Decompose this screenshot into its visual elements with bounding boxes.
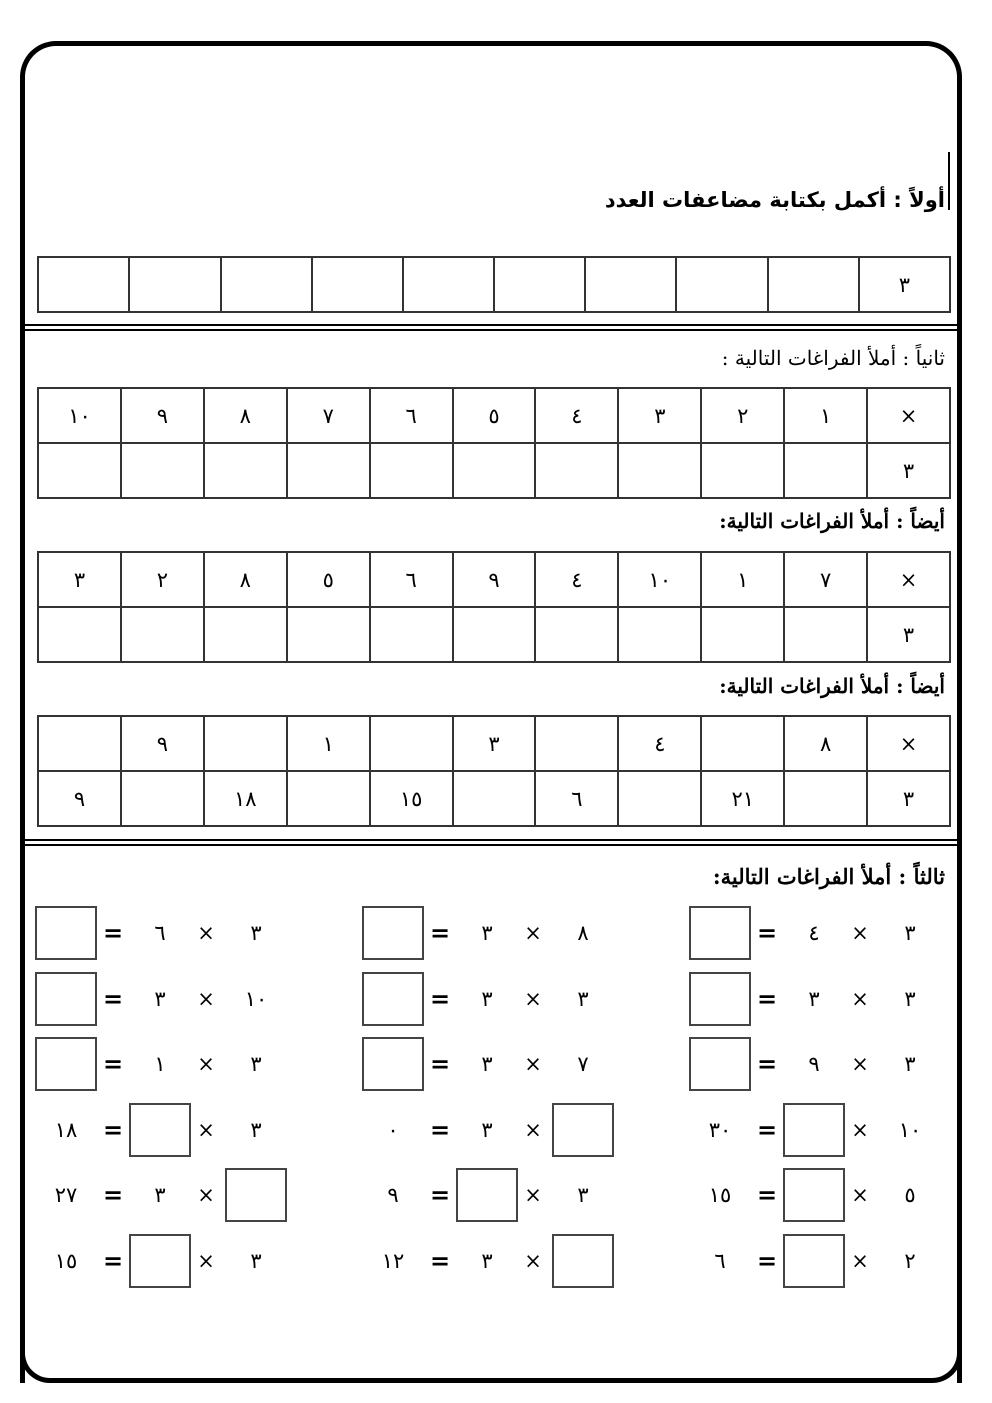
equation-number: ٠ [387, 1117, 399, 1142]
header-cell: ٢ [121, 552, 204, 607]
row-label: ٣ [867, 771, 950, 826]
equals-sign: = [429, 1245, 451, 1275]
answer-box[interactable] [783, 1234, 845, 1288]
times-sign: × [851, 1117, 869, 1142]
equation-number: ١٨ [54, 1117, 78, 1142]
equation-number: ٢ [904, 1248, 916, 1273]
answer-box[interactable] [689, 906, 751, 960]
page-frame-bottom [20, 1340, 962, 1383]
header-cell: ٧ [784, 552, 867, 607]
equals-sign: = [429, 1180, 451, 1209]
answer-cell[interactable] [618, 607, 701, 662]
equation-row [672, 1103, 932, 1157]
equals-sign: = [102, 918, 124, 947]
equation-number: ١ [154, 1052, 166, 1076]
answer-cell[interactable] [121, 607, 204, 662]
answer-cell[interactable] [535, 443, 618, 498]
multiples-cell[interactable] [221, 257, 312, 312]
answer-box[interactable] [689, 972, 751, 1026]
answer-box[interactable] [35, 1037, 97, 1091]
equation-row [672, 906, 932, 960]
header-cell: ٨ [204, 388, 287, 443]
answer-box[interactable] [783, 1168, 845, 1222]
times-sign: × [197, 1183, 215, 1207]
equation-number: ٧ [577, 1052, 589, 1076]
header-cell[interactable] [38, 716, 121, 771]
equals-sign: = [756, 983, 778, 1013]
answer-box[interactable] [362, 1037, 424, 1091]
times-sign: × [524, 1117, 542, 1142]
times-sign: × [197, 921, 215, 945]
header-cell[interactable] [370, 716, 453, 771]
header-cell: × [867, 716, 950, 771]
header-cell[interactable] [701, 716, 784, 771]
answer-row [38, 443, 950, 498]
header-cell: ٣ [38, 552, 121, 607]
answer-box[interactable] [362, 906, 424, 960]
answer-cell[interactable] [38, 607, 121, 662]
answer-cell[interactable] [287, 771, 370, 826]
answer-cell[interactable] [701, 607, 784, 662]
multiples-cell[interactable] [494, 257, 585, 312]
equation-row [345, 1234, 605, 1288]
times-sign: × [197, 986, 215, 1011]
header-cell: ١٠ [618, 552, 701, 607]
answer-cell[interactable] [701, 443, 784, 498]
header-cell: ٧ [287, 388, 370, 443]
section2-title: ثانياً : أملأ الفراغات التالية : [721, 346, 945, 370]
header-row [38, 716, 950, 771]
equation-number: ٨ [577, 921, 589, 945]
equals-sign: = [429, 918, 451, 947]
answer-cell[interactable] [618, 771, 701, 826]
equals-sign: = [429, 983, 451, 1013]
answer-box[interactable] [129, 1234, 191, 1288]
header-cell: ٢ [701, 388, 784, 443]
equals-sign: = [102, 1114, 124, 1144]
equation-number: ١٠ [898, 1117, 922, 1142]
answer-cell[interactable] [784, 443, 867, 498]
answer-cell: ١٥ [370, 771, 453, 826]
equation-row [672, 1234, 932, 1288]
header-cell: ٩ [121, 716, 204, 771]
times-sign: × [851, 921, 869, 945]
header-cell: ١٠ [38, 388, 121, 443]
header-cell: ٦ [370, 388, 453, 443]
times-table-shuffled [37, 551, 951, 663]
equation-row [18, 1037, 278, 1091]
equation-row [18, 1103, 278, 1157]
equation-number: ٣ [904, 1052, 916, 1076]
multiples-cell: ٣ [859, 257, 950, 312]
header-cell: ٥ [287, 552, 370, 607]
answer-cell[interactable] [535, 607, 618, 662]
header-cell[interactable] [535, 716, 618, 771]
header-cell: ٩ [453, 552, 536, 607]
equation-number: ١٥ [708, 1183, 732, 1207]
multiples-cell[interactable] [129, 257, 220, 312]
equation-number: ٣ [904, 986, 916, 1011]
header-cell: × [867, 388, 950, 443]
equation-number: ٣٠ [708, 1117, 732, 1142]
answer-cell: ١٨ [204, 771, 287, 826]
equation-row [345, 1168, 605, 1222]
equation-row [345, 972, 605, 1026]
equation-row [672, 972, 932, 1026]
header-row [38, 552, 950, 607]
equation-number: ١٢ [381, 1248, 405, 1273]
equation-row [18, 906, 278, 960]
equals-sign: = [102, 1180, 124, 1209]
answer-cell[interactable] [453, 607, 536, 662]
header-cell: ١ [287, 716, 370, 771]
answer-cell: ٢١ [701, 771, 784, 826]
equation-number: ٢٧ [54, 1183, 78, 1207]
equation-number: ١٠ [244, 986, 268, 1011]
answer-box[interactable] [689, 1037, 751, 1091]
answer-cell[interactable] [453, 771, 536, 826]
equation-number: ٣ [250, 1248, 262, 1273]
answer-cell[interactable] [618, 443, 701, 498]
header-cell: ٥ [453, 388, 536, 443]
header-cell: ٨ [204, 552, 287, 607]
equation-number: ٣ [250, 921, 262, 945]
equation-number: ٣ [250, 1052, 262, 1076]
answer-box[interactable] [362, 972, 424, 1026]
header-cell: ١ [701, 552, 784, 607]
margin-mark [948, 152, 950, 210]
header-cell: ٦ [370, 552, 453, 607]
multiples-cell[interactable] [38, 257, 129, 312]
header-cell: ٤ [618, 716, 701, 771]
equation-number: ٣ [808, 986, 820, 1011]
equation-number: ٣ [481, 1248, 493, 1273]
equation-row [18, 1168, 278, 1222]
equation-number: ٦ [154, 921, 166, 945]
answer-cell[interactable] [784, 771, 867, 826]
equation-number: ٣ [481, 1052, 493, 1076]
answer-box[interactable] [129, 1103, 191, 1157]
answer-row [38, 771, 950, 826]
times-sign: × [851, 1052, 869, 1076]
section5-title: ثالثاً : أملأ الفراغات التالية: [712, 864, 945, 889]
equals-sign: = [756, 1049, 778, 1078]
answer-box[interactable] [225, 1168, 287, 1222]
answer-row [38, 607, 950, 662]
header-cell: × [867, 552, 950, 607]
answer-cell: ٦ [535, 771, 618, 826]
header-cell: ٤ [535, 388, 618, 443]
equation-row [345, 1103, 605, 1157]
equation-number: ٣ [481, 986, 493, 1011]
times-sign: × [197, 1248, 215, 1273]
times-sign: × [851, 986, 869, 1011]
equation-number: ٣ [154, 1183, 166, 1207]
times-sign: × [851, 1248, 869, 1273]
multiples-cell[interactable] [676, 257, 767, 312]
equation-number: ٦ [714, 1248, 726, 1273]
equals-sign: = [102, 1049, 124, 1078]
header-cell: ٣ [618, 388, 701, 443]
equals-sign: = [102, 1245, 124, 1275]
equation-number: ٣ [481, 1117, 493, 1142]
section4-title: أيضاً : أملأ الفراغات التالية: [719, 674, 945, 698]
answer-cell[interactable] [121, 443, 204, 498]
equation-row [18, 1234, 278, 1288]
answer-box[interactable] [783, 1103, 845, 1157]
answer-cell[interactable] [370, 607, 453, 662]
answer-box[interactable] [552, 1234, 614, 1288]
times-table-mixed [37, 715, 951, 827]
equation-row [345, 906, 605, 960]
header-cell: ٨ [784, 716, 867, 771]
times-sign: × [851, 1183, 869, 1207]
answer-box[interactable] [552, 1103, 614, 1157]
equation-number: ٥ [904, 1183, 916, 1207]
answer-box[interactable] [35, 906, 97, 960]
multiples-cell[interactable] [403, 257, 494, 312]
times-sign: × [197, 1117, 215, 1142]
section-divider [25, 839, 961, 846]
times-sign: × [524, 1248, 542, 1273]
equation-number: ٣ [481, 921, 493, 945]
answer-cell[interactable] [453, 443, 536, 498]
multiples-cell[interactable] [312, 257, 403, 312]
header-cell: ٩ [121, 388, 204, 443]
answer-cell[interactable] [204, 443, 287, 498]
header-cell[interactable] [204, 716, 287, 771]
equals-sign: = [756, 1180, 778, 1209]
multiples-table [37, 256, 951, 313]
equals-sign: = [102, 983, 124, 1013]
equation-number: ٣ [577, 986, 589, 1011]
equals-sign: = [429, 1049, 451, 1078]
equation-number: ٣ [154, 986, 166, 1011]
equation-row [672, 1168, 932, 1222]
section1-title: أولاً : أكمل بكتابة مضاعفات العدد [604, 188, 945, 212]
equation-row [18, 972, 278, 1026]
equals-sign: = [756, 918, 778, 947]
answer-cell[interactable] [204, 607, 287, 662]
header-row [38, 388, 950, 443]
header-cell: ١ [784, 388, 867, 443]
equals-sign: = [429, 1114, 451, 1144]
answer-cell[interactable] [121, 771, 204, 826]
header-cell: ٣ [453, 716, 536, 771]
times-sign: × [524, 1183, 542, 1207]
multiples-cell[interactable] [585, 257, 676, 312]
equation-number: ١٥ [54, 1248, 78, 1273]
multiples-cell[interactable] [768, 257, 859, 312]
header-cell: ٤ [535, 552, 618, 607]
equals-sign: = [756, 1245, 778, 1275]
times-sign: × [524, 921, 542, 945]
equals-sign: = [756, 1114, 778, 1144]
equation-number: ٣ [577, 1183, 589, 1207]
answer-cell[interactable] [287, 443, 370, 498]
equation-row [672, 1037, 932, 1091]
section3-title: أيضاً : أملأ الفراغات التالية: [719, 509, 945, 533]
equation-row [345, 1037, 605, 1091]
equation-number: ٣ [250, 1117, 262, 1142]
times-sign: × [524, 986, 542, 1011]
answer-cell[interactable] [370, 443, 453, 498]
answer-box[interactable] [456, 1168, 518, 1222]
equation-number: ٩ [387, 1183, 399, 1207]
answer-cell[interactable] [784, 607, 867, 662]
section-divider [25, 324, 961, 331]
answer-cell: ٩ [38, 771, 121, 826]
equation-number: ٤ [808, 921, 820, 945]
answer-box[interactable] [35, 972, 97, 1026]
times-sign: × [197, 1052, 215, 1076]
times-sign: × [524, 1052, 542, 1076]
times-table-ordered [37, 387, 951, 499]
answer-cell[interactable] [287, 607, 370, 662]
answer-cell[interactable] [38, 443, 121, 498]
row-label: ٣ [867, 443, 950, 498]
equation-number: ٩ [808, 1052, 820, 1076]
row-label: ٣ [867, 607, 950, 662]
equation-number: ٣ [904, 921, 916, 945]
